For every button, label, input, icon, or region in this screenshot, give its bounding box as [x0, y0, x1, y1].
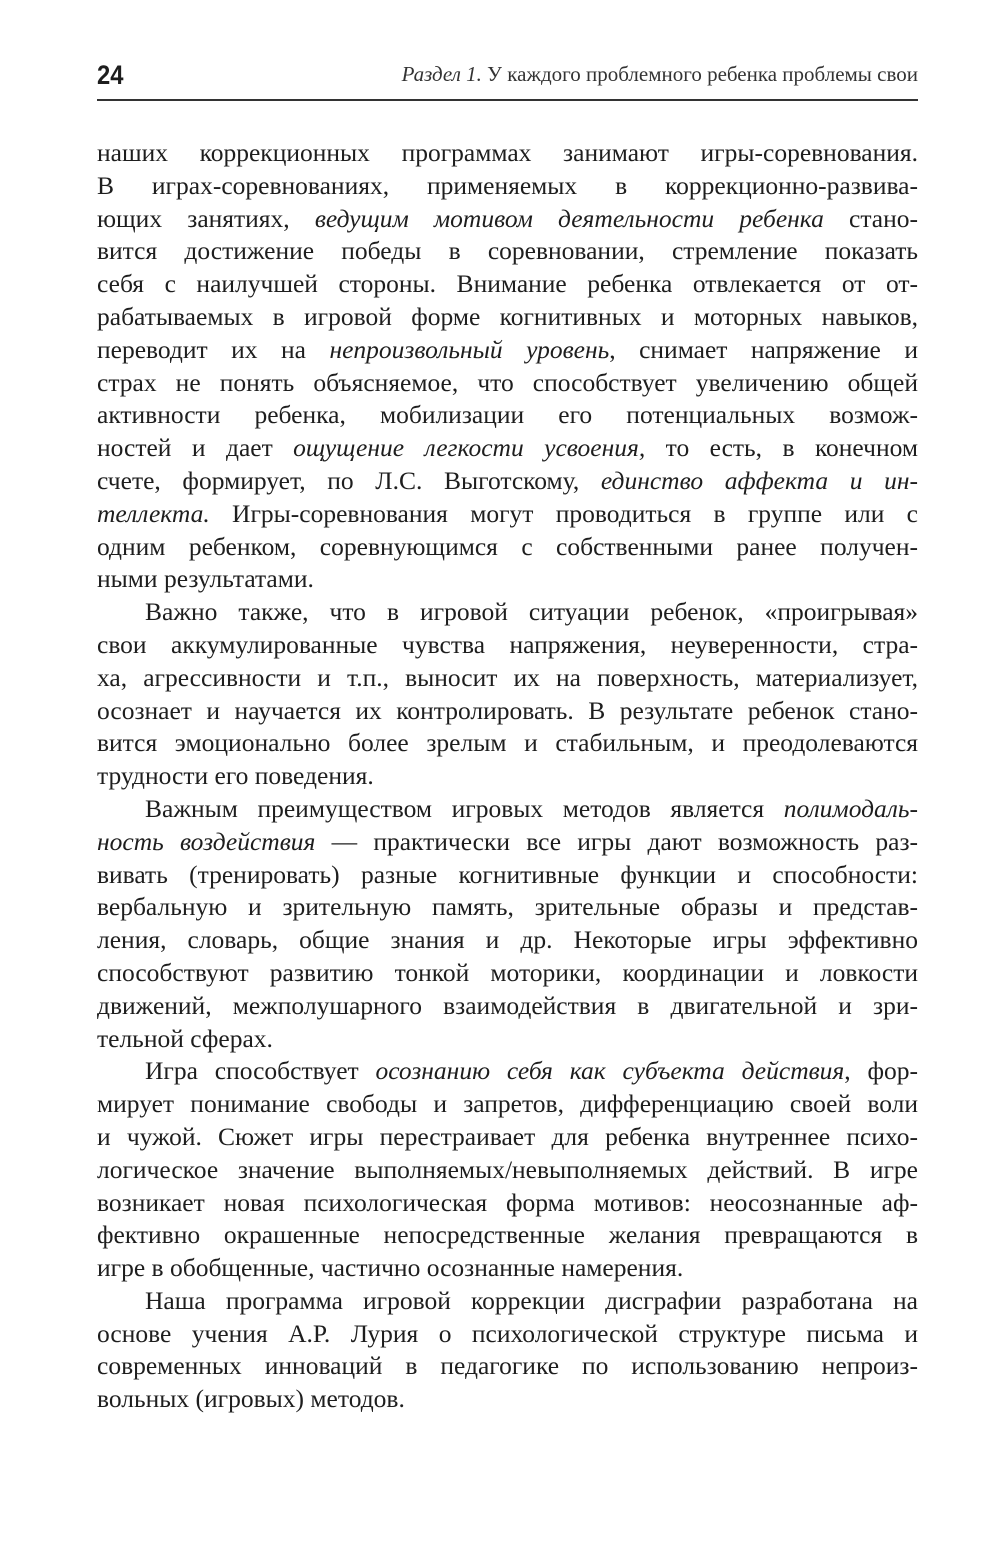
- text: движений, межполушарного взаимодействия в двигательной и зри-: [97, 990, 918, 1020]
- text-line: [97, 1154, 918, 1187]
- text: осознает и научается их контролировать. В результате ребенок стано-: [97, 695, 918, 725]
- running-header: [97, 58, 918, 98]
- text-line: [97, 1219, 918, 1252]
- text-line: [97, 1023, 918, 1056]
- text: современных инноваций в педагогике по использованию непроиз-: [97, 1351, 918, 1381]
- text: ющих занятиях,: [97, 203, 315, 233]
- text-line: [97, 399, 918, 432]
- text: В играх-соревнованиях, применяемых в коррекционно-развива-: [97, 170, 918, 200]
- paragraph: [97, 1285, 918, 1416]
- text: Игры-соревнования могут проводиться в группе или с: [209, 498, 918, 528]
- text: одним ребенком, соревнующимся с собственными ранее получен-: [97, 531, 918, 561]
- paragraph: [97, 1055, 918, 1285]
- text: тельной сферах.: [97, 1023, 273, 1053]
- text: ностей и дает: [97, 433, 294, 463]
- text: вивать (тренировать) разные когнитивные функции и способности:: [97, 859, 918, 889]
- text: мирует понимание свободы и запретов, дифференциацию своей воли: [97, 1089, 918, 1119]
- italic-text: теллекта.: [97, 498, 210, 528]
- text: возникает новая психологическая форма мотивов: неосознанные аф-: [97, 1187, 918, 1217]
- text-line: [97, 170, 918, 203]
- text-line: [97, 1088, 918, 1121]
- text: счете, формирует, по Л.С. Выготскому,: [97, 465, 601, 495]
- page-number: 24: [97, 60, 124, 90]
- text-line: [97, 1318, 918, 1351]
- text: Важно также, что в игровой ситуации ребенок, «проигрывая»: [145, 597, 918, 627]
- text-line: [97, 859, 918, 892]
- section-title: У каждого проблемного ребенка проблемы свои: [481, 62, 918, 86]
- text-line: [97, 268, 918, 301]
- text: рабатываемых в игровой форме когнитивных и моторных навыков,: [97, 301, 918, 331]
- text: фективно окрашенные непосредственные желания превращаются в: [97, 1220, 918, 1250]
- text: Игра способствует: [145, 1056, 376, 1086]
- text: ха, агрессивности и т.п., выносит их на поверхность, материализует,: [97, 662, 918, 692]
- text: ления, словарь, общие знания и др. Некоторые игры эффективно: [97, 925, 918, 955]
- text-line: [97, 1285, 918, 1318]
- text: наших коррекционных программах занимают игры-соревнования.: [97, 138, 918, 167]
- text: ными результатами.: [97, 564, 314, 594]
- text: — практически все игры дают возможность раз-: [315, 826, 919, 856]
- text: вится эмоционально более зрелым и стабильным, и преодолеваются: [97, 728, 918, 758]
- italic-text: полимодаль-: [783, 793, 918, 823]
- text-line: [97, 629, 918, 662]
- text-line: [97, 334, 918, 367]
- text: переводит их на: [97, 334, 330, 364]
- text: вольных (игровых) методов.: [97, 1384, 405, 1414]
- section-label: Раздел 1.: [401, 62, 482, 86]
- italic-text: осознанию себя как субъекта действия: [375, 1056, 845, 1086]
- text-line: [97, 826, 918, 859]
- text-line: [97, 498, 918, 531]
- text-line: [97, 760, 918, 793]
- italic-text: ощущение легкости усвоения,: [293, 433, 646, 463]
- paragraph: [97, 137, 918, 596]
- text-line: [97, 1187, 918, 1220]
- text-line: [97, 1121, 918, 1154]
- text: стано-: [823, 203, 919, 233]
- header-rule: [97, 99, 918, 101]
- text-line: [97, 1383, 918, 1416]
- text: себя с наилучшей стороны. Внимание ребенка отвлекается от от-: [97, 269, 918, 299]
- text-line: [97, 891, 918, 924]
- paragraph: [97, 596, 918, 793]
- text: то есть, в конечном: [645, 433, 918, 463]
- text: и чужой. Сюжет игры перестраивает для ребенка внутреннее психо-: [97, 1121, 918, 1151]
- text-line: [97, 203, 918, 236]
- text-line: [97, 367, 918, 400]
- text: способствуют развитию тонкой моторики, координации и ловкости: [97, 957, 918, 987]
- text: страх не понять объясняемое, что способствует увеличению общей: [97, 367, 918, 397]
- text: вится достижение победы в соревновании, стремление показать: [97, 236, 918, 266]
- text-line: [97, 432, 918, 465]
- italic-text: единство аффекта и ин-: [600, 465, 919, 495]
- italic-text: непроизвольный уровень: [329, 334, 610, 364]
- text: вербальную и зрительную память, зрительные образы и представ-: [97, 892, 918, 922]
- text: Наша программа игровой коррекции дисграфии разработана на: [145, 1285, 918, 1315]
- text-line: [97, 137, 918, 170]
- text: основе учения А.Р. Лурия о психологической структуре письма и: [97, 1318, 918, 1348]
- italic-text: ведущим мотивом деятельности ребенка: [314, 203, 824, 233]
- text-line: [97, 531, 918, 564]
- text-line: [97, 793, 918, 826]
- text: , фор-: [844, 1056, 919, 1086]
- text-line: [97, 301, 918, 334]
- italic-text: ность воздействия: [97, 826, 316, 856]
- running-title: [402, 62, 918, 87]
- paragraph: [97, 793, 918, 1055]
- text-line: [97, 727, 918, 760]
- text-line: [97, 662, 918, 695]
- text-line: [97, 563, 918, 596]
- text-line: [97, 596, 918, 629]
- text-line: [97, 1350, 918, 1383]
- text: трудности его поведения.: [97, 761, 374, 791]
- text-line: [97, 990, 918, 1023]
- text-line: [97, 465, 918, 498]
- text-line: [97, 695, 918, 728]
- body-text: [97, 137, 918, 1416]
- text-line: [97, 1252, 918, 1285]
- text: игре в обобщенные, частично осознанные намерения.: [97, 1253, 684, 1283]
- text: , снимает напряжение и: [609, 334, 918, 364]
- text: активности ребенка, мобилизации его потенциальных возмож-: [97, 400, 918, 430]
- text-line: [97, 957, 918, 990]
- text: логическое значение выполняемых/невыполняемых действий. В игре: [97, 1154, 918, 1184]
- text: свои аккумулированные чувства напряжения, неуверенности, стра-: [97, 629, 918, 659]
- text-line: [97, 235, 918, 268]
- text: Важным преимуществом игровых методов является: [145, 793, 784, 823]
- text-line: [97, 1055, 918, 1088]
- text-line: [97, 924, 918, 957]
